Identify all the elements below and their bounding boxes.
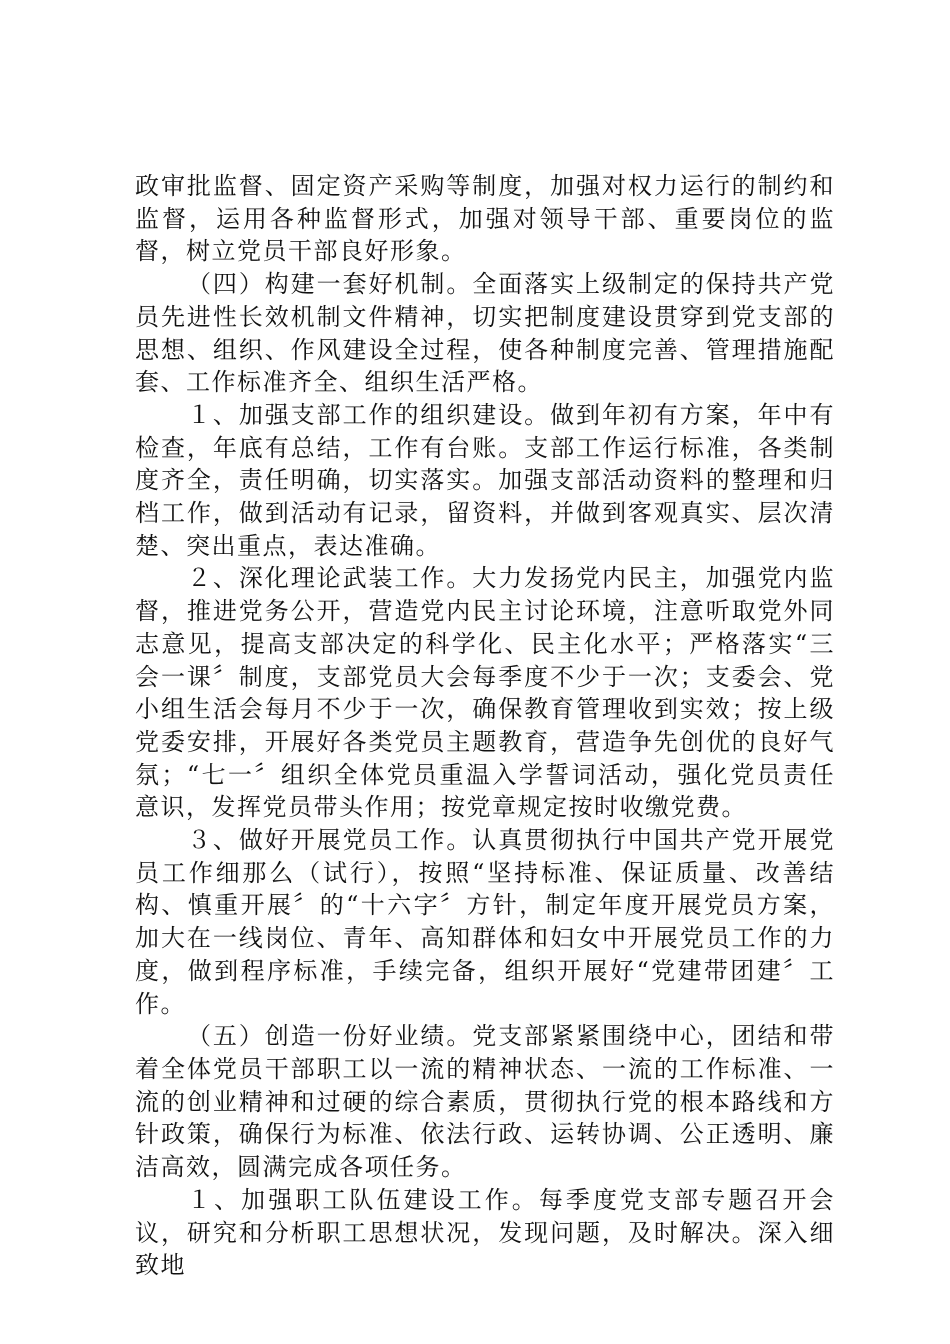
paragraph-item-2-theory: ２、深化理论武装工作。大力发扬党内民主，加强党内监督，推进党务公开，营造党内民主讨论环境，注意听取党外同志意见，提高支部决定的科学化、民主化水平；严格落实“三会一课〞制度，支部党员大会每季度不少于一次；支委会、党小组生活会每月不少于一次，确保教育管理收到实效；按上级党委安排，开展好各类党员主题教育，营造争先创优的良好气氛；“七一〞组织全体党员重温入学誓词活动，强化党员责任意识，发挥党员带头作用；按党章规定按时收缴党费。 — [135, 564, 835, 822]
paragraph-section-five: （五）创造一份好业绩。党支部紧紧围绕中心，团结和带着全体党员干部职工以一流的精神状态、一流的工作标准、一流的创业精神和过硬的综合素质，贯彻执行党的根本路线和方针政策，确保行为标准、依法行政、运转协调、公正透明、廉洁高效，圆满完成各项任务。 — [135, 1022, 835, 1182]
paragraph-item-1-organization: １、加强支部工作的组织建设。做到年初有方案，年中有检查，年底有总结，工作有台账。支部工作运行标准，各类制度齐全，责任明确，切实落实。加强支部活动资料的整理和归档工作，做到活动有记录，留资料，并做到客观真实、层次清楚、突出重点，表达准确。 — [135, 400, 835, 560]
body-text — [135, 170, 835, 1282]
paragraph-item-3-members: ３、做好开展党员工作。认真贯彻执行中国共产党开展党员工作细那么（试行），按照“坚持标准、保证质量、改善结构、慎重开展〞的“十六字〞方针，制定年度开展党员方案，加大在一线岗位、青年、高知群体和妇女中开展党员工作的力度，做到程序标准，手续完备，组织开展好“党建带团建〞工作。 — [135, 826, 835, 1018]
paragraph-item-1-workforce: １、加强职工队伍建设工作。每季度党支部专题召开会议，研究和分析职工思想状况，发现问题，及时解决。深入细致地 — [135, 1185, 835, 1280]
paragraph-section-four: （四）构建一套好机制。全面落实上级制定的保持共产党员先进性长效机制文件精神，切实把制度建设贯穿到党支部的思想、组织、作风建设全过程，使各种制度完善、管理措施配套、工作标准齐全、组织生活严格。 — [135, 270, 835, 397]
paragraph-continuation: 政审批监督、固定资产采购等制度，加强对权力运行的制约和监督，运用各种监督形式，加强对领导干部、重要岗位的监督，树立党员干部良好形象。 — [135, 172, 835, 266]
